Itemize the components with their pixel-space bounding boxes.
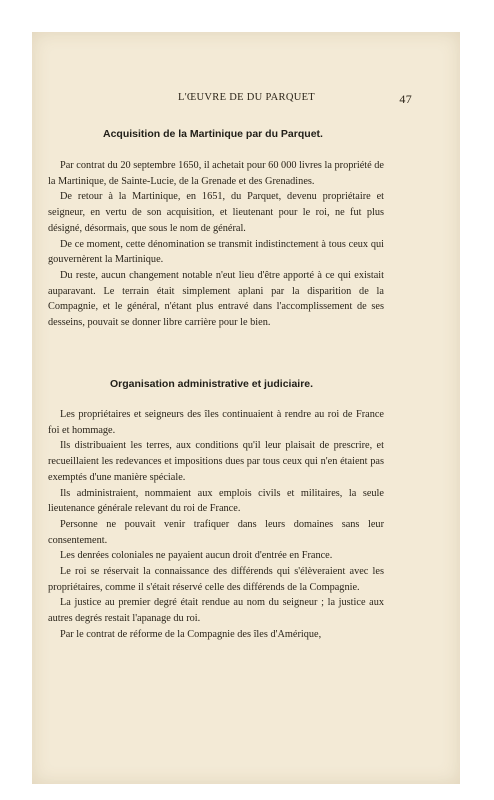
paragraph: Du reste, aucun changement notable n'eut lieu d'être apporté à ce qui existait auparavant. Le terrain était simplement aplani par la disparition de la Compagnie, et le général, n'étant plus entravé dans l'accomplissement de ses desseins, pouvait se donner libre carrière pour le bien. [48,269,384,329]
section-body-organisation [48,407,384,643]
paragraph: Les denrées coloniales ne payaient aucun droit d'entrée en France. [60,550,333,562]
page-number: 47 [399,92,412,106]
running-title: L'ŒUVRE DE DU PARQUET [178,92,316,103]
paragraph: Le roi se réservait la connaissance des différends qui s'élèveraient avec les propriétaires, comme il s'était réservé celle des différends de la Compagnie. [48,566,384,593]
section-heading-acquisition: Acquisition de la Martinique par du Parquet. [103,128,323,140]
section-body-acquisition [48,158,384,331]
paragraph: Ils administraient, nommaient aux emplois civils et militaires, la seule lieutenance générale relevant du roi de France. [48,487,384,515]
paragraph: Par le contrat de réforme de la Compagnie des îles d'Amérique, [60,628,322,640]
section-heading-organisation: Organisation administrative et judiciaire. [110,378,314,390]
paragraph: Les propriétaires et seigneurs des îles continuaient à rendre au roi de France foi et hommage. [48,409,384,436]
paragraph: Par contrat du 20 septembre 1650, il achetait pour 60 000 livres la propriété de la Martinique, de Sainte-Lucie, de la Grenade et des Grenadines. [48,160,384,187]
paragraph: Personne ne pouvait venir trafiquer dans leurs domaines sans leur consentement. [48,518,384,546]
paragraph: De ce moment, cette dénomination se transmit indistinctement à tous ceux qui gouvernèrent la Martinique. [48,238,384,266]
paragraph: La justice au premier degré était rendue au nom du seigneur ; la justice aux autres degrés restait l'apanage du roi. [48,597,384,625]
paragraph: Ils distribuaient les terres, aux conditions qu'il leur plaisait de prescrire, et recueillaient les redevances et impositions dues par tous ceux qui n'en étaient pas exemptés d'une manière spéciale. [48,440,384,483]
paragraph: De retour à la Martinique, en 1651, du Parquet, devenu propriétaire et seigneur, en vertu de son acquisition, et lieutenant pour le roi, ne fut plus désigné, désormais, que sous le nom de général. [48,191,384,234]
